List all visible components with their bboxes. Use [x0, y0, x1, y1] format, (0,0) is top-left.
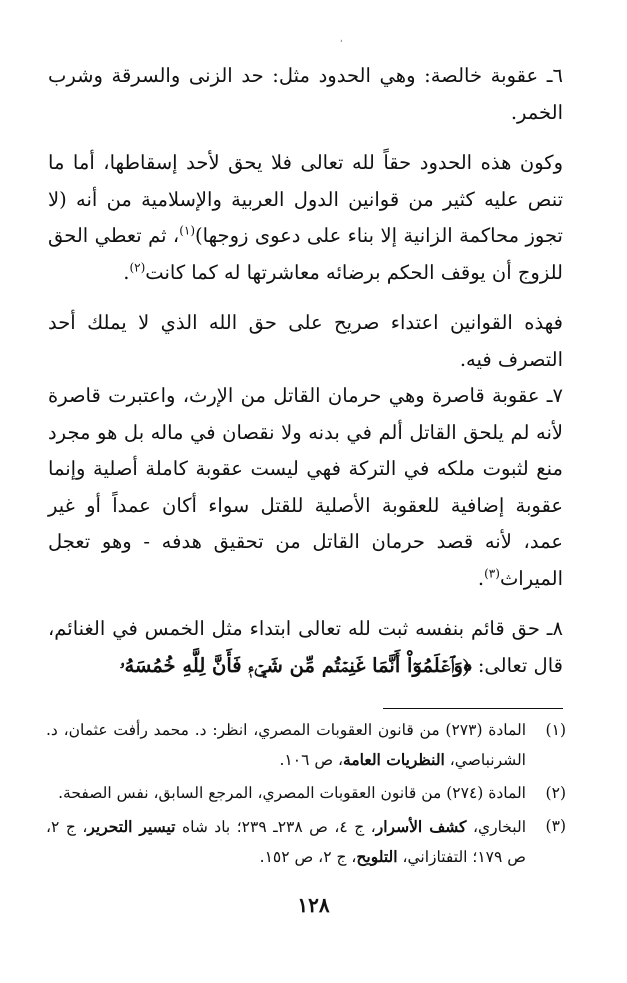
footnote-text-part: ، ج ٤، ص ٢٣٨ـ ٢٣٩؛ باد شاه — [175, 818, 376, 836]
footnote-text — [46, 812, 526, 872]
footnote-number: (١) — [545, 721, 566, 739]
footnote-3 — [46, 812, 566, 872]
footnote-divider — [383, 708, 563, 709]
scan-mark: ˈ — [340, 40, 343, 50]
footnote-number: (٢) — [545, 784, 566, 802]
footnote-text-part: البخاري، — [466, 818, 527, 836]
footnote-book-title: كشف الأسرار — [375, 817, 467, 836]
footnote-text-part: ، ج ٢، ص ١٧٩؛ التفتازاني، — [46, 818, 526, 866]
quran-verse: ﴿وَٱعۡلَمُوٓاْ أَنَّمَا غَنِمۡتُم مِّن شَيۡءٖ فَأَنَّ لِلَّهِ خُمُسَهُۥ — [119, 653, 472, 677]
footnote-text-part: المادة (٢٧٤) من قانون العقوبات المصري، المرجع السابق، نفس الصفحة. — [58, 784, 526, 802]
footnote-book-title: التلويح — [356, 847, 398, 866]
footnote-1 — [46, 716, 566, 775]
footnote-2 — [46, 779, 566, 808]
footnote-number: (٣) — [545, 817, 566, 835]
paragraph-item-8 — [48, 611, 563, 684]
footnote-text — [46, 779, 526, 808]
paragraph-text: فهذه القوانين اعتداء صريح على حق الله الذي لا يملك أحد التصرف فيه. — [48, 311, 563, 371]
footnote-text — [46, 716, 526, 775]
paragraph-text: ٦ـ عقوبة خالصة: وهي الحدود مثل: حد الزنى والسرقة وشرب الخمر. — [48, 64, 563, 124]
main-text — [48, 58, 563, 684]
footnotes — [46, 716, 566, 876]
footnote-text-part: المادة (٢٧٣) من قانون العقوبات المصري، انظر: د. محمد رأفت عثمان، د. الشرنباصي، — [46, 721, 526, 769]
footnote-ref-1[interactable]: (١) — [179, 223, 196, 238]
paragraph-text: . — [477, 566, 485, 590]
paragraph-text: ٧ـ عقوبة قاصرة وهي حرمان القاتل من الإرث، واعتبرت قاصرة لأنه لم يلحق القاتل ألم في بدنه ولا نقصان في ماله بل هو مجرد منع لثبوت ملكه في التركة فهي ليست عقوبة كاملة أصلية وإنما عقوبة إضافية للعقوبة الأصلية للقتل سواء أكان عمداً أو غير عمد، لأنه قصد حرمان القاتل من تحقيق هدفه - وهو تعجل الميراث — [48, 384, 563, 590]
footnote-text-part: ، ص ١٠٦. — [279, 751, 344, 769]
paragraph-item-6 — [48, 58, 563, 131]
paragraph-text: وكون هذه الحدود حقاً لله تعالى فلا يحق لأحد إسقاطها، أما ما تنص عليه كثير من قوانين الدول العربية والإسلامية من أنه (لا تجوز محاكمة الزانية إلا بناء على دعوى زوجها) — [48, 151, 563, 247]
paragraph-hudud-rights — [48, 145, 563, 291]
footnote-book-title: النظريات العامة — [343, 750, 445, 769]
paragraph-text: . — [123, 260, 130, 284]
footnote-book-title: تيسير التحرير — [87, 817, 176, 836]
footnote-ref-2[interactable]: (٢) — [129, 260, 146, 274]
footnote-text-part: ، ج ٢، ص ١٥٢. — [259, 848, 357, 866]
paragraph-laws-violation — [48, 305, 563, 378]
paragraph-text: ٨ـ حق قائم بنفسه ثبت لله تعالى ابتداء مثل الخمس في الغنائم، قال تعالى: — [48, 617, 563, 677]
page-number: ١٢٨ — [297, 893, 330, 917]
paragraph-item-7 — [48, 378, 563, 597]
footnote-ref-3[interactable]: (٣) — [484, 566, 500, 580]
paragraph-text: ، ثم تعطي الحق للزوج أن يوقف الحكم برضائه معاشرتها له كما كانت — [48, 224, 563, 284]
